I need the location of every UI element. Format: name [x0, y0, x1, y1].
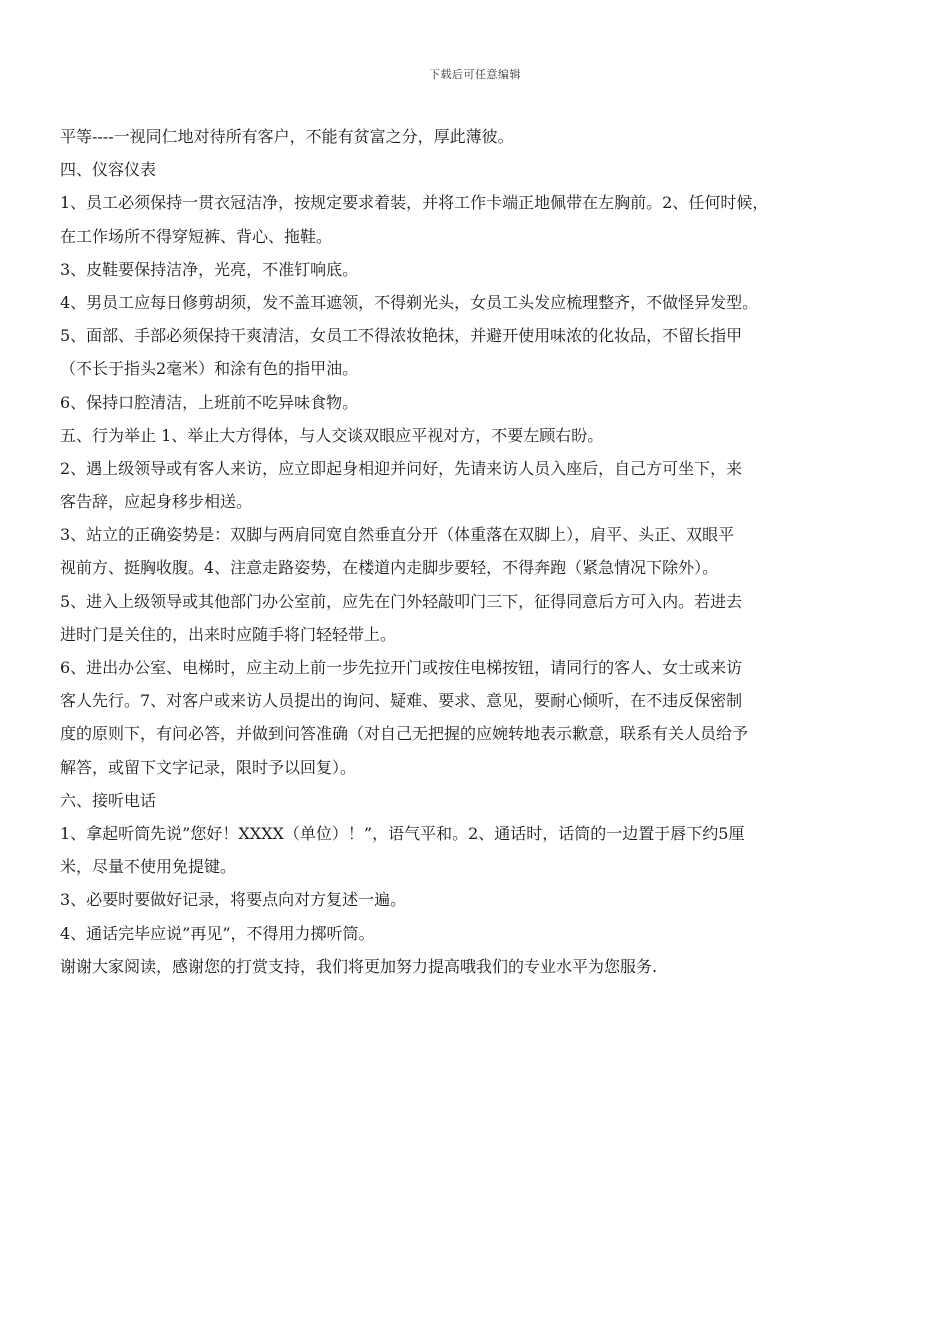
section-heading-behavior: 五、行为举止 1、举止大方得体，与人交谈双眼应平视对方，不要左顾右盼。: [60, 425, 604, 445]
section-heading-appearance: 四、仪容仪表: [60, 160, 157, 180]
text-line: 4、男员工应每日修剪胡须，发不盖耳遮领，不得剃光头，女员工头发应梳理整齐，不做怪异发型。: [60, 292, 759, 312]
text-line: 3、必要时要做好记录，将要点向对方复述一遍。: [60, 890, 407, 910]
text-line: 解答，或留下文字记录，限时予以回复）。: [60, 757, 357, 777]
text-line: 在工作场所不得穿短裤、背心、拖鞋。: [60, 226, 333, 246]
text-line: 视前方、挺胸收腹。4、注意走路姿势，在楼道内走脚步要轻，不得奔跑（紧急情况下除外）。: [60, 558, 719, 578]
text-line: 6、保持口腔清洁，上班前不吃异味食物。: [60, 392, 359, 412]
text-line: 4、通话完毕应说”再见”，不得用力掷听筒。: [60, 923, 375, 943]
text-line: 5、进入上级领导或其他部门办公室前，应先在门外轻敲叩门三下，征得同意后方可入内。若进去: [60, 591, 743, 611]
text-line: 客告辞，应起身移步相送。: [60, 492, 253, 512]
section-heading-phone: 六、接听电话: [60, 790, 157, 810]
document-body: [60, 120, 900, 983]
text-line: 平等----一视同仁地对待所有客户，不能有贫富之分，厚此薄彼。: [60, 127, 514, 146]
text-line: 米，尽量不使用免提键。: [60, 857, 237, 877]
text-line: 1、拿起听筒先说”您好！XXXX（单位）！”，语气平和。2、通话时，话筒的一边置于唇下约5厘: [60, 823, 745, 843]
header-note: 下载后可任意编辑: [429, 68, 521, 81]
text-line: 5、面部、手部必须保持干爽清洁，女员工不得浓妆艳抹，并避开使用味浓的化妆品，不留长指甲: [60, 326, 743, 346]
closing-line: 谢谢大家阅读，感谢您的打赏支持，我们将更加努力提高哦我们的专业水平为您服务.: [60, 956, 658, 976]
text-line: （不长于指头2毫米）和涂有色的指甲油。: [60, 359, 359, 379]
text-line: 进时门是关住的，出来时应随手将门轻轻带上。: [60, 624, 397, 644]
text-line: 3、皮鞋要保持洁净，光亮，不准钉响底。: [60, 259, 359, 279]
text-line: 3、站立的正确姿势是：双脚与两肩同宽自然垂直分开（体重落在双脚上），肩平、头正、双眼平: [60, 525, 735, 545]
text-line: 客人先行。7、对客户或来访人员提出的询问、疑难、要求、意见，要耐心倾听，在不违反保密制: [60, 691, 743, 711]
text-line: 2、遇上级领导或有客人来访，应立即起身相迎并问好，先请来访人员入座后，自己方可坐下，来: [60, 458, 743, 478]
text-line: 1、员工必须保持一贯衣冠洁净，按规定要求着装，并将工作卡端正地佩带在左胸前。2、任何时候，: [60, 193, 769, 213]
text-line: 6、进出办公室、电梯时，应主动上前一步先拉开门或按住电梯按钮，请同行的客人、女士或来访: [60, 658, 743, 677]
text-line: 度的原则下，有问必答，并做到问答准确（对自己无把握的应婉转地表示歉意，联系有关人员给予: [60, 724, 749, 744]
